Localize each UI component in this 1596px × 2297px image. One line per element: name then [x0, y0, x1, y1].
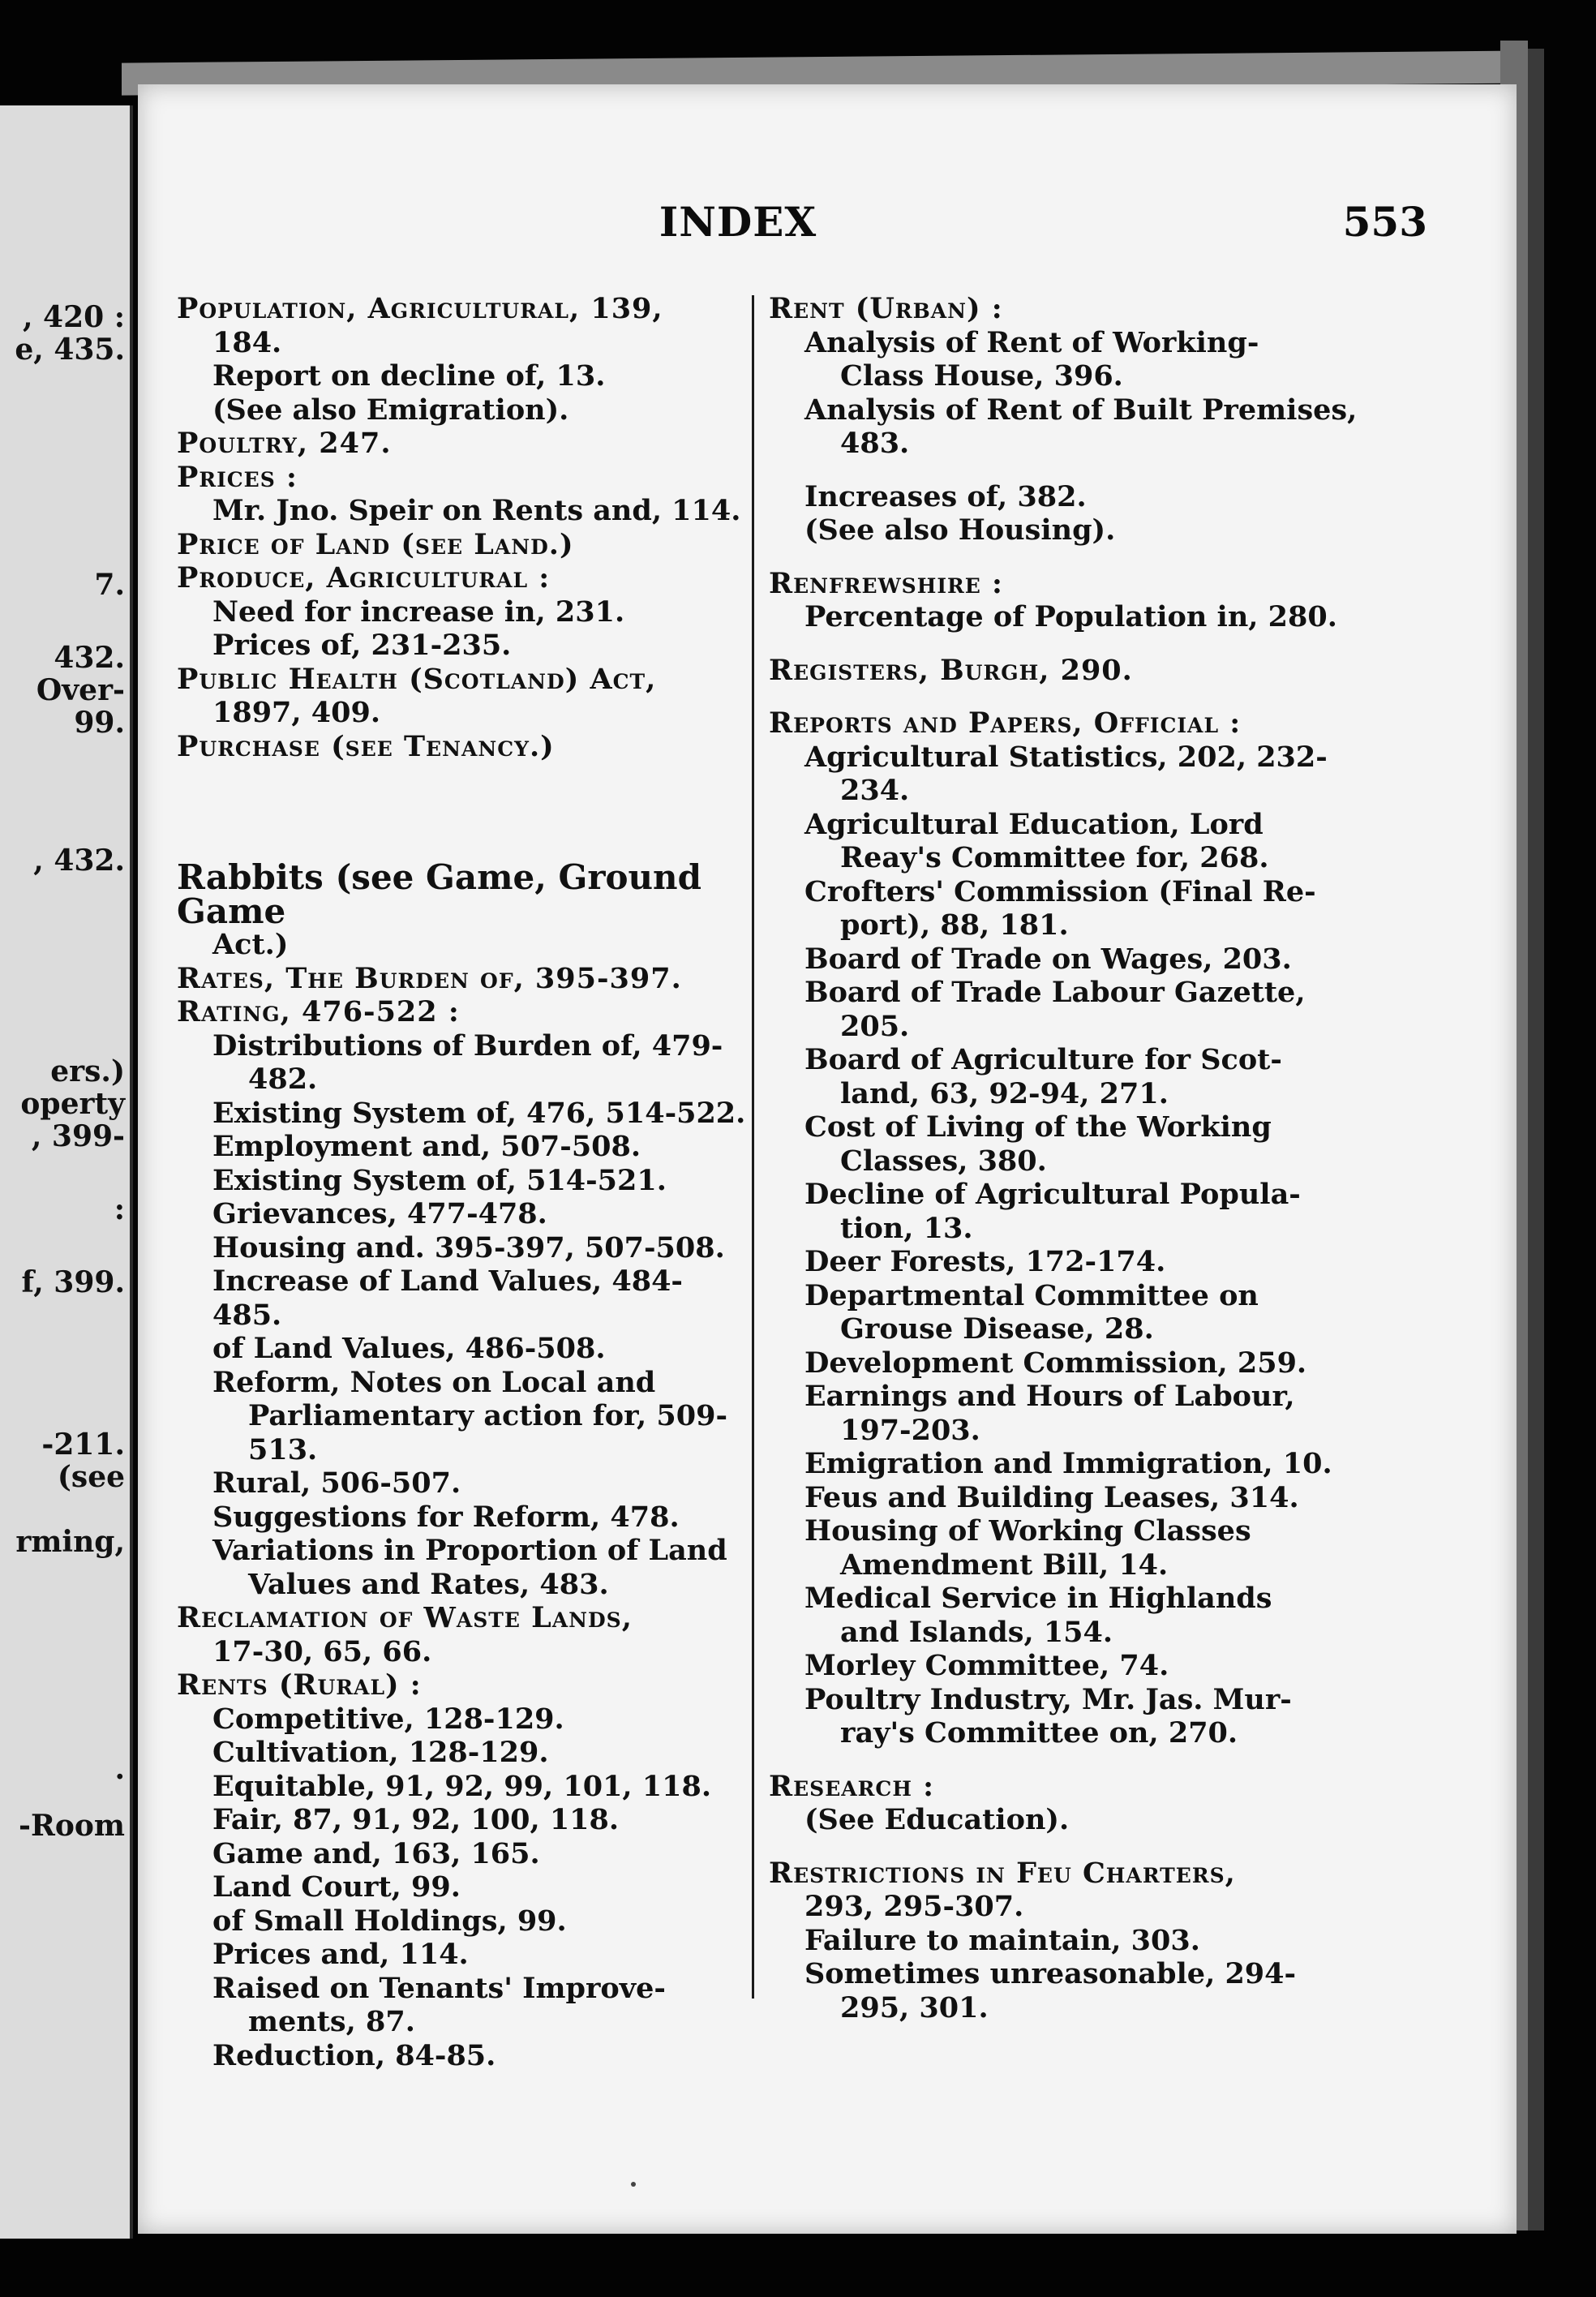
index-subentry: Prices of, 231-235. [212, 629, 512, 662]
index-subentry: Board of Trade on Wages, 203. [804, 942, 1292, 976]
index-subentry: Board of Agriculture for Scot- [804, 1043, 1282, 1076]
index-subentry: Medical Service in Highlands [804, 1582, 1272, 1615]
index-continuation: 197-203. [840, 1413, 980, 1447]
index-subentry: Equitable, 91, 92, 99, 101, 118. [212, 1769, 712, 1803]
index-subentry: Analysis of Rent of Working- [804, 325, 1259, 359]
index-subentry: Housing and. 395-397, 507-508. [212, 1230, 725, 1264]
index-subentry: Variations in Proportion of Land [212, 1534, 727, 1567]
index-continuation: Grouse Disease, 28. [840, 1312, 1154, 1346]
spacer [769, 634, 1447, 654]
facing-page-fragment: 7. [94, 568, 125, 602]
index-subentry: Agricultural Education, Lord [804, 807, 1264, 841]
index-continuation: port), 88, 181. [840, 908, 1069, 942]
facing-page-fragment: , 399- [31, 1119, 125, 1153]
spacer [769, 687, 1447, 706]
index-continuation: Reay's Committee for, 268. [840, 841, 1269, 874]
index-subentry: Report on decline of, 13. [212, 359, 606, 393]
index-subentry: Failure to maintain, 303. [804, 1923, 1200, 1957]
index-subentry: Suggestions for Reform, 478. [212, 1500, 680, 1534]
index-subentry: Land Court, 99. [212, 1870, 461, 1904]
index-subentry: Analysis of Rent of Built Premises, [804, 393, 1358, 427]
index-heading: Rates, The Burden of, 395-397. [177, 961, 682, 995]
index-subentry: Agricultural Statistics, 202, 232- [804, 740, 1328, 774]
index-subentry: Decline of Agricultural Popula- [804, 1178, 1301, 1211]
index-column-left [177, 292, 749, 2072]
index-heading: Produce, Agricultural : [177, 561, 551, 595]
facing-page-fragment: operty [20, 1087, 125, 1121]
index-subentry: Existing System of, 514-521. [212, 1163, 667, 1197]
facing-page-fragment: e, 435. [15, 333, 125, 367]
index-subentry: Rural, 506-507. [212, 1466, 461, 1500]
index-subentry: Housing of Working Classes [804, 1514, 1251, 1548]
index-subentry: Departmental Committee on [804, 1278, 1259, 1312]
index-subentry: Employment and, 507-508. [212, 1130, 641, 1163]
page-number: 553 [1342, 198, 1427, 246]
index-continuation: Parliamentary action for, 509- [248, 1399, 728, 1432]
index-continuation: Class House, 396. [840, 359, 1123, 393]
page-title: INDEX [659, 198, 817, 246]
index-continuation: 293, 295-307. [804, 1890, 1024, 1923]
index-heading: Reports and Papers, Official : [769, 706, 1242, 740]
index-subentry: Competitive, 128-129. [212, 1702, 564, 1736]
facing-page-fragment: -211. [41, 1428, 125, 1462]
column-divider [752, 295, 754, 1999]
page-speck [631, 2182, 636, 2187]
index-subentry: Increases of, 382. [804, 479, 1087, 513]
index-heading: Population, Agricultural, 139, [177, 292, 663, 325]
index-subentry: Need for increase in, 231. [212, 595, 625, 629]
spacer [177, 763, 749, 861]
facing-page-fragment: Over- [36, 673, 125, 707]
index-continuation: and Islands, 154. [840, 1615, 1113, 1649]
index-continuation: 513. [248, 1432, 318, 1466]
index-continuation: Amendment Bill, 14. [840, 1548, 1169, 1582]
index-subentry: of Small Holdings, 99. [212, 1904, 567, 1938]
index-continuation: 184. [212, 325, 282, 359]
index-subentry: Game and, 163, 165. [212, 1836, 540, 1870]
index-subentry: Mr. Jno. Speir on Rents and, 114. [212, 494, 741, 527]
facing-page-fragment: ers.) [50, 1054, 125, 1088]
index-heading: Prices : [177, 460, 298, 494]
index-heading: Restrictions in Feu Charters, [769, 1856, 1236, 1890]
index-subentry: (See also Emigration). [212, 393, 569, 427]
index-heading: Rabbits (see Game, Ground Game [177, 857, 701, 931]
index-heading: Rents (Rural) : [177, 1668, 422, 1702]
index-subentry: Reduction, 84-85. [212, 2038, 496, 2072]
index-subentry: (See Education). [804, 1803, 1070, 1836]
index-heading: Price of Land (see Land.) [177, 527, 574, 561]
index-subentry: Feus and Building Leases, 314. [804, 1480, 1299, 1514]
index-continuation: Values and Rates, 483. [248, 1567, 609, 1601]
index-subentry: Cultivation, 128-129. [212, 1736, 549, 1769]
index-page [138, 84, 1517, 2234]
index-subentry: Percentage of Population in, 280. [804, 600, 1337, 633]
index-heading: Registers, Burgh, 290. [769, 653, 1133, 687]
facing-page-fragment: 99. [74, 706, 125, 740]
index-continuation: Act.) [212, 928, 289, 961]
index-subentry: Deer Forests, 172-174. [804, 1245, 1166, 1278]
facing-page-fragment: f, 399. [21, 1265, 125, 1299]
index-heading: Rent (Urban) : [769, 292, 1003, 325]
index-heading: Poultry, 247. [177, 427, 392, 460]
index-heading: Research : [769, 1769, 935, 1803]
index-subentry: Existing System of, 476, 514-522. [212, 1096, 746, 1130]
index-continuation: ray's Committee on, 270. [840, 1716, 1238, 1750]
spacer [769, 1750, 1447, 1770]
index-continuation: 205. [840, 1009, 910, 1043]
index-subentry: Cost of Living of the Working [804, 1110, 1272, 1144]
index-continuation: Classes, 380. [840, 1144, 1047, 1178]
facing-page-fragment: -Room [19, 1809, 125, 1843]
index-continuation: tion, 13. [840, 1211, 973, 1245]
index-subentry: Sometimes unreasonable, 294- [804, 1957, 1297, 1990]
index-heading: Purchase (see Tenancy.) [177, 729, 555, 763]
index-continuation: 483. [840, 427, 910, 460]
index-heading: Public Health (Scotland) Act, [177, 662, 657, 696]
index-heading: Reclamation of Waste Lands, [177, 1601, 633, 1634]
facing-page-fragment: , 420 : [22, 300, 125, 334]
index-subentry: Board of Trade Labour Gazette, [804, 976, 1306, 1009]
index-subentry: Emigration and Immigration, 10. [804, 1447, 1332, 1480]
spacer [769, 461, 1447, 480]
facing-page-fragment: , 432. [33, 844, 125, 878]
index-subentry: Raised on Tenants' Improve- [212, 1971, 666, 2005]
spacer [769, 547, 1447, 567]
index-continuation: 295, 301. [840, 1990, 989, 2024]
facing-page-fragment: 432. [54, 641, 125, 675]
index-subentry: Grievances, 477-478. [212, 1197, 547, 1230]
facing-page [0, 105, 133, 2239]
facing-page-fragment: : [114, 1192, 125, 1226]
spacer [769, 1837, 1447, 1857]
index-subentry: Fair, 87, 91, 92, 100, 118. [212, 1803, 620, 1836]
index-subentry: Earnings and Hours of Labour, [804, 1380, 1295, 1413]
index-continuation: 234. [840, 774, 910, 807]
index-subentry: (See also Housing). [804, 513, 1116, 547]
index-continuation: 17-30, 65, 66. [212, 1634, 432, 1668]
index-subentry: Distributions of Burden of, 479- [212, 1028, 723, 1063]
facing-page-fragment: rming, [15, 1525, 125, 1559]
book-edge-shadow [1528, 49, 1544, 2230]
index-heading: Renfrewshire : [769, 566, 1003, 600]
index-column-right [769, 292, 1447, 2024]
index-subentry: Poultry Industry, Mr. Jas. Mur- [804, 1682, 1292, 1716]
index-continuation: 482. [248, 1063, 318, 1096]
index-subentry: Development Commission, 259. [804, 1346, 1307, 1380]
facing-page-fragment: . [114, 1752, 125, 1786]
index-subentry: of Land Values, 486-508. [212, 1332, 606, 1365]
index-continuation: 1897, 409. [212, 696, 381, 729]
index-subentry: Crofters' Commission (Final Re- [804, 874, 1316, 908]
index-continuation: land, 63, 92-94, 271. [840, 1076, 1169, 1110]
index-subentry: Increase of Land Values, 484-485. [212, 1264, 683, 1332]
index-subentry: Morley Committee, 74. [804, 1649, 1169, 1682]
facing-page-fragment: (see [57, 1460, 125, 1494]
index-subentry: Prices and, 114. [212, 1938, 469, 1971]
index-heading: Rating, 476-522 : [177, 995, 460, 1028]
index-continuation: ments, 87. [248, 2005, 415, 2038]
index-subentry: Reform, Notes on Local and [212, 1365, 656, 1399]
